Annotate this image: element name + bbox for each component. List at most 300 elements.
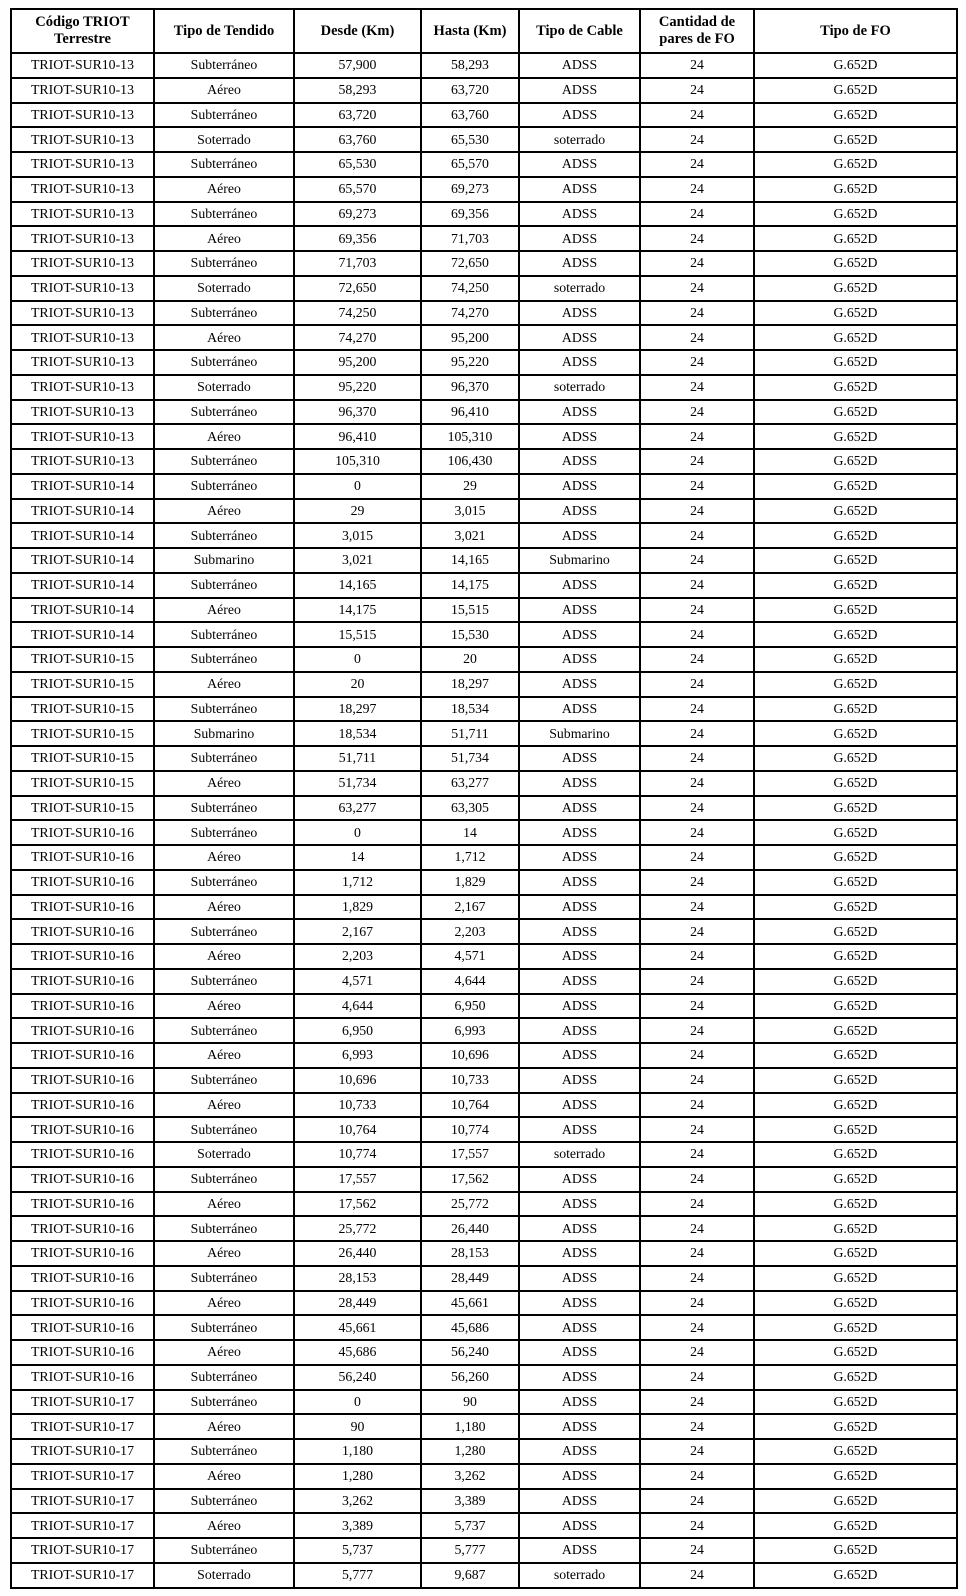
cell-tipo-de-tendido: Subterráneo bbox=[154, 746, 294, 771]
cell-tipo-de-cable: ADSS bbox=[519, 1043, 640, 1068]
table-row bbox=[11, 202, 957, 227]
cell-tipo-de-cable: ADSS bbox=[519, 1241, 640, 1266]
cell-codigo-triot-terrestre: TRIOT-SUR10-17 bbox=[11, 1414, 154, 1439]
cell-codigo-triot-terrestre: TRIOT-SUR10-13 bbox=[11, 276, 154, 301]
table-row bbox=[11, 895, 957, 920]
cell-tipo-de-fo: G.652D bbox=[754, 78, 957, 103]
table-row bbox=[11, 647, 957, 672]
cell-desde-km: 10,774 bbox=[294, 1142, 421, 1167]
cell-codigo-triot-terrestre: TRIOT-SUR10-17 bbox=[11, 1563, 154, 1588]
cell-tipo-de-tendido: Subterráneo bbox=[154, 1068, 294, 1093]
cell-tipo-de-fo: G.652D bbox=[754, 1390, 957, 1415]
table-row bbox=[11, 325, 957, 350]
cell-cantidad-pares-fo: 24 bbox=[640, 1513, 754, 1538]
cell-tipo-de-fo: G.652D bbox=[754, 820, 957, 845]
cell-codigo-triot-terrestre: TRIOT-SUR10-15 bbox=[11, 672, 154, 697]
header-row bbox=[11, 9, 957, 53]
cell-tipo-de-fo: G.652D bbox=[754, 672, 957, 697]
table-row bbox=[11, 1266, 957, 1291]
cell-codigo-triot-terrestre: TRIOT-SUR10-16 bbox=[11, 1241, 154, 1266]
table-row bbox=[11, 1390, 957, 1415]
cell-desde-km: 69,356 bbox=[294, 226, 421, 251]
cell-tipo-de-cable: ADSS bbox=[519, 1414, 640, 1439]
cell-tipo-de-cable: ADSS bbox=[519, 1538, 640, 1563]
cell-tipo-de-tendido: Subterráneo bbox=[154, 1216, 294, 1241]
cell-hasta-km: 6,950 bbox=[421, 994, 519, 1019]
cell-hasta-km: 45,661 bbox=[421, 1291, 519, 1316]
cell-tipo-de-cable: ADSS bbox=[519, 350, 640, 375]
cell-desde-km: 0 bbox=[294, 820, 421, 845]
table-row bbox=[11, 1192, 957, 1217]
table-row bbox=[11, 1093, 957, 1118]
cell-tipo-de-fo: G.652D bbox=[754, 276, 957, 301]
cell-codigo-triot-terrestre: TRIOT-SUR10-16 bbox=[11, 1315, 154, 1340]
cell-desde-km: 3,021 bbox=[294, 548, 421, 573]
cell-tipo-de-tendido: Subterráneo bbox=[154, 1018, 294, 1043]
cell-tipo-de-fo: G.652D bbox=[754, 771, 957, 796]
table-row bbox=[11, 919, 957, 944]
cell-hasta-km: 1,180 bbox=[421, 1414, 519, 1439]
cell-desde-km: 5,777 bbox=[294, 1563, 421, 1588]
cell-tipo-de-cable: ADSS bbox=[519, 1192, 640, 1217]
cell-cantidad-pares-fo: 24 bbox=[640, 1365, 754, 1390]
cell-tipo-de-fo: G.652D bbox=[754, 697, 957, 722]
cell-hasta-km: 96,370 bbox=[421, 375, 519, 400]
cell-desde-km: 10,696 bbox=[294, 1068, 421, 1093]
cell-tipo-de-cable: ADSS bbox=[519, 202, 640, 227]
cell-codigo-triot-terrestre: TRIOT-SUR10-17 bbox=[11, 1538, 154, 1563]
cell-tipo-de-fo: G.652D bbox=[754, 845, 957, 870]
cell-tipo-de-cable: ADSS bbox=[519, 573, 640, 598]
cell-hasta-km: 28,153 bbox=[421, 1241, 519, 1266]
cell-cantidad-pares-fo: 24 bbox=[640, 1216, 754, 1241]
cell-hasta-km: 96,410 bbox=[421, 400, 519, 425]
cell-cantidad-pares-fo: 24 bbox=[640, 548, 754, 573]
cell-tipo-de-tendido: Subterráneo bbox=[154, 103, 294, 128]
cell-tipo-de-fo: G.652D bbox=[754, 424, 957, 449]
cell-desde-km: 3,389 bbox=[294, 1513, 421, 1538]
cell-tipo-de-cable: ADSS bbox=[519, 78, 640, 103]
cell-tipo-de-cable: ADSS bbox=[519, 845, 640, 870]
cell-desde-km: 1,180 bbox=[294, 1439, 421, 1464]
cell-codigo-triot-terrestre: TRIOT-SUR10-15 bbox=[11, 647, 154, 672]
cell-cantidad-pares-fo: 24 bbox=[640, 53, 754, 78]
cell-codigo-triot-terrestre: TRIOT-SUR10-13 bbox=[11, 78, 154, 103]
cell-cantidad-pares-fo: 24 bbox=[640, 647, 754, 672]
cell-desde-km: 4,571 bbox=[294, 969, 421, 994]
cell-hasta-km: 63,720 bbox=[421, 78, 519, 103]
table-row bbox=[11, 721, 957, 746]
cell-tipo-de-fo: G.652D bbox=[754, 499, 957, 524]
cell-hasta-km: 51,711 bbox=[421, 721, 519, 746]
cell-hasta-km: 28,449 bbox=[421, 1266, 519, 1291]
cell-tipo-de-fo: G.652D bbox=[754, 375, 957, 400]
cell-tipo-de-tendido: Soterrado bbox=[154, 375, 294, 400]
cell-tipo-de-fo: G.652D bbox=[754, 895, 957, 920]
cell-tipo-de-tendido: Aéreo bbox=[154, 944, 294, 969]
cell-cantidad-pares-fo: 24 bbox=[640, 1018, 754, 1043]
cell-tipo-de-cable: ADSS bbox=[519, 449, 640, 474]
cell-cantidad-pares-fo: 24 bbox=[640, 251, 754, 276]
cell-cantidad-pares-fo: 24 bbox=[640, 1043, 754, 1068]
cell-desde-km: 5,737 bbox=[294, 1538, 421, 1563]
cell-hasta-km: 95,220 bbox=[421, 350, 519, 375]
cell-codigo-triot-terrestre: TRIOT-SUR10-13 bbox=[11, 350, 154, 375]
column-header-tipo-de-tendido: Tipo de Tendido bbox=[154, 9, 294, 53]
cell-codigo-triot-terrestre: TRIOT-SUR10-13 bbox=[11, 424, 154, 449]
cell-tipo-de-tendido: Subterráneo bbox=[154, 870, 294, 895]
cell-tipo-de-fo: G.652D bbox=[754, 1365, 957, 1390]
cell-desde-km: 14,165 bbox=[294, 573, 421, 598]
cell-codigo-triot-terrestre: TRIOT-SUR10-13 bbox=[11, 226, 154, 251]
table-row bbox=[11, 598, 957, 623]
cell-tipo-de-cable: ADSS bbox=[519, 1216, 640, 1241]
cell-codigo-triot-terrestre: TRIOT-SUR10-14 bbox=[11, 573, 154, 598]
table-row bbox=[11, 226, 957, 251]
cell-tipo-de-tendido: Subterráneo bbox=[154, 301, 294, 326]
cell-tipo-de-tendido: Subterráneo bbox=[154, 647, 294, 672]
table-row bbox=[11, 771, 957, 796]
cell-tipo-de-fo: G.652D bbox=[754, 1167, 957, 1192]
cell-hasta-km: 51,734 bbox=[421, 746, 519, 771]
cell-codigo-triot-terrestre: TRIOT-SUR10-14 bbox=[11, 523, 154, 548]
cell-cantidad-pares-fo: 24 bbox=[640, 78, 754, 103]
cell-cantidad-pares-fo: 24 bbox=[640, 103, 754, 128]
cell-codigo-triot-terrestre: TRIOT-SUR10-15 bbox=[11, 771, 154, 796]
cell-codigo-triot-terrestre: TRIOT-SUR10-13 bbox=[11, 449, 154, 474]
cell-tipo-de-fo: G.652D bbox=[754, 1464, 957, 1489]
cell-codigo-triot-terrestre: TRIOT-SUR10-16 bbox=[11, 1192, 154, 1217]
table-row bbox=[11, 697, 957, 722]
cell-tipo-de-fo: G.652D bbox=[754, 523, 957, 548]
cell-codigo-triot-terrestre: TRIOT-SUR10-16 bbox=[11, 1117, 154, 1142]
cell-cantidad-pares-fo: 24 bbox=[640, 499, 754, 524]
cell-hasta-km: 63,760 bbox=[421, 103, 519, 128]
table-row bbox=[11, 1291, 957, 1316]
cell-hasta-km: 10,733 bbox=[421, 1068, 519, 1093]
cell-tipo-de-cable: ADSS bbox=[519, 474, 640, 499]
cell-desde-km: 72,650 bbox=[294, 276, 421, 301]
column-header-tipo-de-fo: Tipo de FO bbox=[754, 9, 957, 53]
cell-codigo-triot-terrestre: TRIOT-SUR10-17 bbox=[11, 1464, 154, 1489]
cell-codigo-triot-terrestre: TRIOT-SUR10-13 bbox=[11, 127, 154, 152]
cell-tipo-de-fo: G.652D bbox=[754, 202, 957, 227]
cell-tipo-de-cable: ADSS bbox=[519, 1117, 640, 1142]
cell-codigo-triot-terrestre: TRIOT-SUR10-16 bbox=[11, 1216, 154, 1241]
cell-codigo-triot-terrestre: TRIOT-SUR10-14 bbox=[11, 622, 154, 647]
cell-tipo-de-tendido: Aéreo bbox=[154, 424, 294, 449]
cell-hasta-km: 106,430 bbox=[421, 449, 519, 474]
cell-codigo-triot-terrestre: TRIOT-SUR10-15 bbox=[11, 796, 154, 821]
column-header-cantidad-pares-fo: Cantidad de pares de FO bbox=[640, 9, 754, 53]
cell-tipo-de-cable: ADSS bbox=[519, 301, 640, 326]
cell-codigo-triot-terrestre: TRIOT-SUR10-16 bbox=[11, 820, 154, 845]
table-row bbox=[11, 103, 957, 128]
cell-desde-km: 3,015 bbox=[294, 523, 421, 548]
table-row bbox=[11, 1043, 957, 1068]
table-row bbox=[11, 994, 957, 1019]
cell-hasta-km: 1,712 bbox=[421, 845, 519, 870]
cell-tipo-de-fo: G.652D bbox=[754, 919, 957, 944]
cell-hasta-km: 14,165 bbox=[421, 548, 519, 573]
cell-codigo-triot-terrestre: TRIOT-SUR10-13 bbox=[11, 251, 154, 276]
cell-cantidad-pares-fo: 24 bbox=[640, 523, 754, 548]
cell-codigo-triot-terrestre: TRIOT-SUR10-14 bbox=[11, 474, 154, 499]
cell-hasta-km: 6,993 bbox=[421, 1018, 519, 1043]
cell-cantidad-pares-fo: 24 bbox=[640, 1192, 754, 1217]
cell-codigo-triot-terrestre: TRIOT-SUR10-16 bbox=[11, 919, 154, 944]
cell-tipo-de-fo: G.652D bbox=[754, 870, 957, 895]
table-row bbox=[11, 400, 957, 425]
cell-codigo-triot-terrestre: TRIOT-SUR10-14 bbox=[11, 548, 154, 573]
cell-hasta-km: 74,250 bbox=[421, 276, 519, 301]
cell-cantidad-pares-fo: 24 bbox=[640, 127, 754, 152]
table-row bbox=[11, 820, 957, 845]
cell-tipo-de-cable: soterrado bbox=[519, 1142, 640, 1167]
cell-hasta-km: 15,515 bbox=[421, 598, 519, 623]
column-header-desde-km: Desde (Km) bbox=[294, 9, 421, 53]
cell-tipo-de-tendido: Subterráneo bbox=[154, 152, 294, 177]
cell-hasta-km: 29 bbox=[421, 474, 519, 499]
cell-codigo-triot-terrestre: TRIOT-SUR10-15 bbox=[11, 746, 154, 771]
cell-desde-km: 95,200 bbox=[294, 350, 421, 375]
cell-desde-km: 56,240 bbox=[294, 1365, 421, 1390]
cell-hasta-km: 65,530 bbox=[421, 127, 519, 152]
cell-desde-km: 2,203 bbox=[294, 944, 421, 969]
cell-tipo-de-tendido: Subterráneo bbox=[154, 350, 294, 375]
cell-tipo-de-tendido: Subterráneo bbox=[154, 400, 294, 425]
cell-tipo-de-fo: G.652D bbox=[754, 1018, 957, 1043]
cell-desde-km: 10,764 bbox=[294, 1117, 421, 1142]
cell-tipo-de-fo: G.652D bbox=[754, 1216, 957, 1241]
cell-tipo-de-cable: ADSS bbox=[519, 226, 640, 251]
table-row bbox=[11, 152, 957, 177]
cell-cantidad-pares-fo: 24 bbox=[640, 350, 754, 375]
cell-codigo-triot-terrestre: TRIOT-SUR10-16 bbox=[11, 1365, 154, 1390]
table-header bbox=[11, 9, 957, 53]
cell-tipo-de-cable: ADSS bbox=[519, 771, 640, 796]
cell-desde-km: 20 bbox=[294, 672, 421, 697]
cell-desde-km: 26,440 bbox=[294, 1241, 421, 1266]
cell-desde-km: 57,900 bbox=[294, 53, 421, 78]
cell-desde-km: 14,175 bbox=[294, 598, 421, 623]
cell-codigo-triot-terrestre: TRIOT-SUR10-15 bbox=[11, 697, 154, 722]
cell-tipo-de-tendido: Subterráneo bbox=[154, 1538, 294, 1563]
cell-tipo-de-fo: G.652D bbox=[754, 1291, 957, 1316]
cell-hasta-km: 15,530 bbox=[421, 622, 519, 647]
cell-cantidad-pares-fo: 24 bbox=[640, 276, 754, 301]
cell-desde-km: 28,449 bbox=[294, 1291, 421, 1316]
cell-tipo-de-tendido: Subterráneo bbox=[154, 474, 294, 499]
cell-tipo-de-tendido: Subterráneo bbox=[154, 1167, 294, 1192]
cell-cantidad-pares-fo: 24 bbox=[640, 598, 754, 623]
cell-tipo-de-tendido: Subterráneo bbox=[154, 251, 294, 276]
table-row bbox=[11, 1489, 957, 1514]
table-row bbox=[11, 573, 957, 598]
cell-hasta-km: 71,703 bbox=[421, 226, 519, 251]
cell-tipo-de-cable: soterrado bbox=[519, 375, 640, 400]
table-row bbox=[11, 845, 957, 870]
cell-hasta-km: 69,273 bbox=[421, 177, 519, 202]
cell-desde-km: 74,250 bbox=[294, 301, 421, 326]
cell-codigo-triot-terrestre: TRIOT-SUR10-13 bbox=[11, 301, 154, 326]
cell-codigo-triot-terrestre: TRIOT-SUR10-16 bbox=[11, 994, 154, 1019]
table-row bbox=[11, 1117, 957, 1142]
cell-desde-km: 17,557 bbox=[294, 1167, 421, 1192]
cell-cantidad-pares-fo: 24 bbox=[640, 969, 754, 994]
cell-cantidad-pares-fo: 24 bbox=[640, 1093, 754, 1118]
cell-desde-km: 18,534 bbox=[294, 721, 421, 746]
cell-tipo-de-tendido: Subterráneo bbox=[154, 1266, 294, 1291]
cell-cantidad-pares-fo: 24 bbox=[640, 1142, 754, 1167]
cell-codigo-triot-terrestre: TRIOT-SUR10-16 bbox=[11, 895, 154, 920]
cell-hasta-km: 4,571 bbox=[421, 944, 519, 969]
cell-codigo-triot-terrestre: TRIOT-SUR10-13 bbox=[11, 177, 154, 202]
cell-codigo-triot-terrestre: TRIOT-SUR10-13 bbox=[11, 103, 154, 128]
cell-hasta-km: 17,562 bbox=[421, 1167, 519, 1192]
cell-desde-km: 69,273 bbox=[294, 202, 421, 227]
cell-tipo-de-fo: G.652D bbox=[754, 598, 957, 623]
cell-tipo-de-tendido: Soterrado bbox=[154, 276, 294, 301]
cell-tipo-de-tendido: Aéreo bbox=[154, 226, 294, 251]
cell-tipo-de-fo: G.652D bbox=[754, 53, 957, 78]
cell-tipo-de-cable: ADSS bbox=[519, 969, 640, 994]
cell-tipo-de-tendido: Aéreo bbox=[154, 325, 294, 350]
cell-tipo-de-fo: G.652D bbox=[754, 1340, 957, 1365]
cell-tipo-de-tendido: Subterráneo bbox=[154, 1315, 294, 1340]
cell-tipo-de-fo: G.652D bbox=[754, 1093, 957, 1118]
table-row bbox=[11, 1315, 957, 1340]
table-row bbox=[11, 78, 957, 103]
cell-codigo-triot-terrestre: TRIOT-SUR10-16 bbox=[11, 1018, 154, 1043]
cell-tipo-de-tendido: Aéreo bbox=[154, 1192, 294, 1217]
cell-tipo-de-tendido: Aéreo bbox=[154, 1241, 294, 1266]
cell-tipo-de-cable: ADSS bbox=[519, 1439, 640, 1464]
cell-tipo-de-cable: soterrado bbox=[519, 276, 640, 301]
cell-tipo-de-cable: Submarino bbox=[519, 548, 640, 573]
cell-tipo-de-tendido: Subterráneo bbox=[154, 820, 294, 845]
cell-tipo-de-fo: G.652D bbox=[754, 1563, 957, 1588]
cell-hasta-km: 4,644 bbox=[421, 969, 519, 994]
cell-cantidad-pares-fo: 24 bbox=[640, 1414, 754, 1439]
cell-cantidad-pares-fo: 24 bbox=[640, 1315, 754, 1340]
cell-tipo-de-cable: ADSS bbox=[519, 820, 640, 845]
cell-hasta-km: 95,200 bbox=[421, 325, 519, 350]
cell-desde-km: 6,950 bbox=[294, 1018, 421, 1043]
table-row bbox=[11, 474, 957, 499]
cell-tipo-de-tendido: Aéreo bbox=[154, 1464, 294, 1489]
cell-tipo-de-cable: ADSS bbox=[519, 1291, 640, 1316]
cell-desde-km: 105,310 bbox=[294, 449, 421, 474]
cell-codigo-triot-terrestre: TRIOT-SUR10-15 bbox=[11, 721, 154, 746]
table-body bbox=[11, 53, 957, 1588]
table-row bbox=[11, 1068, 957, 1093]
cell-tipo-de-tendido: Subterráneo bbox=[154, 523, 294, 548]
cell-tipo-de-tendido: Soterrado bbox=[154, 1142, 294, 1167]
cell-tipo-de-cable: Submarino bbox=[519, 721, 640, 746]
cell-cantidad-pares-fo: 24 bbox=[640, 820, 754, 845]
cell-tipo-de-tendido: Subterráneo bbox=[154, 919, 294, 944]
cell-codigo-triot-terrestre: TRIOT-SUR10-16 bbox=[11, 870, 154, 895]
cell-cantidad-pares-fo: 24 bbox=[640, 1390, 754, 1415]
cell-tipo-de-tendido: Subterráneo bbox=[154, 622, 294, 647]
cell-tipo-de-cable: ADSS bbox=[519, 598, 640, 623]
table-row bbox=[11, 870, 957, 895]
cell-codigo-triot-terrestre: TRIOT-SUR10-17 bbox=[11, 1489, 154, 1514]
cell-cantidad-pares-fo: 24 bbox=[640, 994, 754, 1019]
cell-codigo-triot-terrestre: TRIOT-SUR10-13 bbox=[11, 202, 154, 227]
cell-tipo-de-fo: G.652D bbox=[754, 177, 957, 202]
cell-desde-km: 15,515 bbox=[294, 622, 421, 647]
cell-hasta-km: 26,440 bbox=[421, 1216, 519, 1241]
cell-desde-km: 96,410 bbox=[294, 424, 421, 449]
cell-tipo-de-tendido: Subterráneo bbox=[154, 202, 294, 227]
cell-hasta-km: 2,203 bbox=[421, 919, 519, 944]
cell-tipo-de-fo: G.652D bbox=[754, 103, 957, 128]
cell-tipo-de-cable: ADSS bbox=[519, 647, 640, 672]
cell-tipo-de-tendido: Aéreo bbox=[154, 177, 294, 202]
cell-cantidad-pares-fo: 24 bbox=[640, 449, 754, 474]
cell-desde-km: 0 bbox=[294, 1390, 421, 1415]
cell-tipo-de-fo: G.652D bbox=[754, 1538, 957, 1563]
cell-hasta-km: 18,297 bbox=[421, 672, 519, 697]
cell-codigo-triot-terrestre: TRIOT-SUR10-17 bbox=[11, 1390, 154, 1415]
cell-desde-km: 51,711 bbox=[294, 746, 421, 771]
cell-desde-km: 95,220 bbox=[294, 375, 421, 400]
cell-tipo-de-fo: G.652D bbox=[754, 1192, 957, 1217]
cell-tipo-de-fo: G.652D bbox=[754, 1068, 957, 1093]
cell-tipo-de-tendido: Soterrado bbox=[154, 127, 294, 152]
cell-tipo-de-fo: G.652D bbox=[754, 1142, 957, 1167]
cell-cantidad-pares-fo: 24 bbox=[640, 1241, 754, 1266]
cell-hasta-km: 69,356 bbox=[421, 202, 519, 227]
cell-tipo-de-fo: G.652D bbox=[754, 796, 957, 821]
cell-tipo-de-tendido: Aéreo bbox=[154, 672, 294, 697]
cell-cantidad-pares-fo: 24 bbox=[640, 424, 754, 449]
cell-tipo-de-tendido: Subterráneo bbox=[154, 697, 294, 722]
cell-tipo-de-tendido: Aéreo bbox=[154, 1513, 294, 1538]
table-row bbox=[11, 177, 957, 202]
cell-tipo-de-fo: G.652D bbox=[754, 994, 957, 1019]
cell-tipo-de-fo: G.652D bbox=[754, 127, 957, 152]
cell-cantidad-pares-fo: 24 bbox=[640, 474, 754, 499]
cell-hasta-km: 1,829 bbox=[421, 870, 519, 895]
cell-desde-km: 25,772 bbox=[294, 1216, 421, 1241]
cell-cantidad-pares-fo: 24 bbox=[640, 1563, 754, 1588]
cell-tipo-de-tendido: Subterráneo bbox=[154, 796, 294, 821]
cell-tipo-de-cable: soterrado bbox=[519, 1563, 640, 1588]
table-row bbox=[11, 375, 957, 400]
cell-tipo-de-fo: G.652D bbox=[754, 622, 957, 647]
cell-hasta-km: 10,764 bbox=[421, 1093, 519, 1118]
cell-tipo-de-fo: G.652D bbox=[754, 573, 957, 598]
cell-desde-km: 10,733 bbox=[294, 1093, 421, 1118]
table-row bbox=[11, 251, 957, 276]
cell-tipo-de-fo: G.652D bbox=[754, 1241, 957, 1266]
cell-hasta-km: 18,534 bbox=[421, 697, 519, 722]
cell-tipo-de-fo: G.652D bbox=[754, 251, 957, 276]
cell-cantidad-pares-fo: 24 bbox=[640, 845, 754, 870]
cell-hasta-km: 1,280 bbox=[421, 1439, 519, 1464]
cell-cantidad-pares-fo: 24 bbox=[640, 697, 754, 722]
column-header-hasta-km: Hasta (Km) bbox=[421, 9, 519, 53]
cell-tipo-de-cable: ADSS bbox=[519, 1167, 640, 1192]
table-row bbox=[11, 1142, 957, 1167]
cell-hasta-km: 3,262 bbox=[421, 1464, 519, 1489]
table-row bbox=[11, 1414, 957, 1439]
cell-tipo-de-cable: ADSS bbox=[519, 177, 640, 202]
table-row bbox=[11, 1340, 957, 1365]
